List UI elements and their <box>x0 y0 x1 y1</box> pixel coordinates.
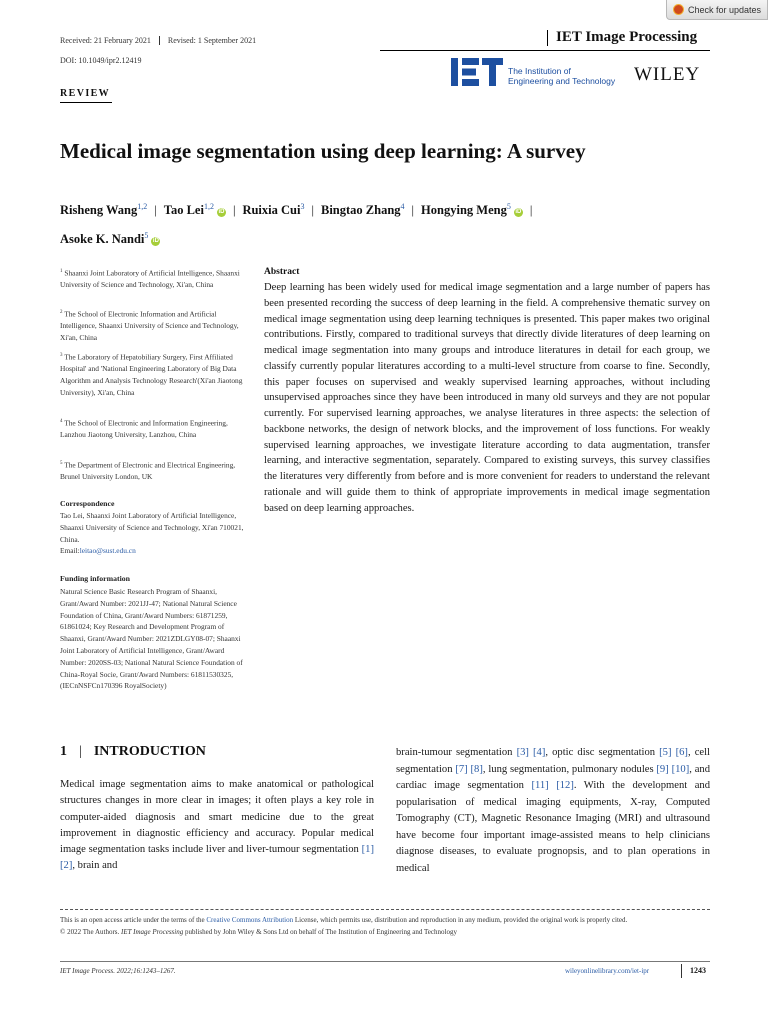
reference-link[interactable]: [5] <box>659 747 672 758</box>
footer-page-divider <box>681 964 682 978</box>
section-number: 1 <box>60 744 67 759</box>
citation: IET Image Process. 2022;16:1243–1267. <box>60 967 176 975</box>
affiliation-4: $^4$ The School of Electronic and Information Engineering, Lanzhou Jiaotong University, Lanzhou, China <box>60 418 228 440</box>
author-name[interactable]: Asoke K. Nandi <box>60 232 145 247</box>
section-heading-introduction: 1 | INTRODUCTION <box>60 744 206 759</box>
author-affiliation-ref[interactable]: 5 <box>506 202 511 211</box>
author-affiliation-ref[interactable]: 1,2 <box>203 202 214 211</box>
author-affiliation-ref[interactable]: 5 <box>144 231 149 241</box>
reference-link[interactable]: [8] <box>470 763 483 775</box>
doi[interactable]: DOI: 10.1049/ipr2.12419 <box>60 56 142 65</box>
author-name[interactable]: Hongying Meng <box>421 203 507 218</box>
journal-url-link[interactable]: wileyonlinelibrary.com/iet-ipr <box>565 967 650 975</box>
author-name[interactable]: Tao Lei <box>163 203 204 218</box>
intro-paragraph-right: brain-tumour segmentation [3] [4], optic disc segmentation [5] [6], cell segmentation [7] [8], lung segmentation, pulmonary nodules [9] [10], and cardiac image segmentation [11] [12]. With the development and popularisation of medical imaging equipments, X-ray, Computed Tomography (CT), Magnetic Resonance Imaging (MRI) and ultrasound have become four important image-assisted means to help clinicians diagnose diseases, to evaluate prognopsis, and to plan operations in medical <box>396 747 711 874</box>
author-affiliation-ref[interactable]: 3 <box>300 202 305 211</box>
affiliation-3: $^3$ The Laboratory of Hepatobiliary Surgery, First Affiliated Hospital' and 'National Engineering Laboratory of Big Data Algorithm and Analysis Technology Research'(Xi'an Jiaotong University), Xi'an, China <box>60 352 243 397</box>
received-date: Received: 21 February 2021 <box>60 36 151 45</box>
footer-rule <box>60 961 710 962</box>
update-icon <box>673 4 684 15</box>
affiliation-2: $^2$ The School of Electronic Information and Artificial Intelligence, Shaanxi University of Science and Technology, Xi'an, China <box>60 309 239 343</box>
author-name[interactable]: Bingtao Zhang <box>320 203 401 218</box>
reference-link[interactable]: [4] <box>533 747 546 758</box>
orcid-icon[interactable]: iD <box>515 209 522 216</box>
author-affiliation-ref[interactable]: 1,2 <box>137 202 148 211</box>
reference-link[interactable]: [2] <box>60 860 73 872</box>
correspondence-heading: Correspondence <box>60 499 115 508</box>
author-affiliation-ref[interactable]: 4 <box>400 202 405 211</box>
reference-link[interactable]: [12] <box>556 780 574 791</box>
license-notice: This is an open access article under the terms of the Creative Commons Attribution License, which permits use, distribution and reproduction in any medium, provided the original work is properly cited. © 2022 The Authors. IET Image Processing published by John Wiley & Sons Ltd on behalf of The Institution of Engineering and Technology <box>60 916 628 936</box>
author-name[interactable]: Risheng Wang <box>60 203 138 218</box>
check-for-updates-label: Check for updates <box>688 4 762 15</box>
journal-divider <box>547 30 548 46</box>
author-name[interactable]: Ruixia Cui <box>242 203 301 218</box>
intro-paragraph-left: Medical image segmentation aims to make anatomical or pathological structures changes in more clear in images; it often plays a key role in computer-aided diagnosis and smart medicine due to the great improvement in diagnostic efficiency and accuracy. Popular medical image segmentation tasks include liver and liver-tumour segmentation [1] [2], brain and <box>60 779 374 872</box>
journal-name: IET Image Processing <box>556 29 698 45</box>
reference-link[interactable]: [7] <box>455 763 468 775</box>
section-label: REVIEW <box>60 88 111 99</box>
article-title: Medical image segmentation using deep learning: A survey <box>60 139 586 163</box>
iet-institution-line-2: Engineering and Technology <box>508 76 616 86</box>
orcid-icon[interactable]: iD <box>218 209 225 216</box>
correspondence-address: Tao Lei, Shaanxi Joint Laboratory of Artificial Intelligence, Shaanxi University of Science and Technology, Xi'an 710021, China. <box>60 511 244 544</box>
section-rule <box>60 102 112 103</box>
affiliation-1: $^1$ Shaanxi Joint Laboratory of Artificial Intelligence, Shaanxi University of Science and Technology, Xi'an, China <box>60 268 240 290</box>
abstract-heading: Abstract <box>264 267 300 277</box>
affiliation-5: $^5$ The Department of Electronic and Electrical Engineering, Brunel University London, UK <box>60 460 236 482</box>
reference-link[interactable]: [9] <box>656 763 669 775</box>
reference-link[interactable]: [10] <box>671 763 690 775</box>
wiley-logo: WILEY <box>634 64 701 85</box>
iet-institution-line-1: The Institution of <box>508 66 571 76</box>
section-title: INTRODUCTION <box>93 744 206 759</box>
date-divider <box>159 36 160 45</box>
author-list: Risheng Wang$^{1,2}$ | Tao Lei$^{1,2}$iD | Ruixia Cui$^3$ | Bingtao Zhang$^4$ | Hongying Meng$^5$iD | Asoke K. Nandi$^5$iD <box>60 202 533 247</box>
funding-text: Natural Science Basic Research Program of Shaanxi, Grant/Award Number: 2021JJ-47; National Natural Science Foundation of China, Grant/Award Numbers: 61871259, 61861024; Key Research and Development Program of Shaanxi, Grant/Award Number: 2021ZDLGY08-07; Shaanxi Joint Laboratory of Artificial Intelligence, Grant/Award Number: 2020SS-03; National Natural Science Foundation of China-Royal Socie, Grant/Award Numbers: 61811530325, (IECnNSFCn170396 RoyalSociety) <box>60 587 243 691</box>
reference-link[interactable]: [6] <box>675 747 688 758</box>
correspondence-text <box>60 510 250 557</box>
email-label: Email: <box>60 546 80 556</box>
reference-link[interactable]: [3] <box>516 747 529 758</box>
reference-link[interactable]: [11] <box>531 780 549 791</box>
footer-divider <box>60 909 710 910</box>
orcid-icon[interactable]: iD <box>152 238 159 245</box>
article-dates <box>60 36 256 45</box>
check-for-updates-button[interactable] <box>666 0 768 20</box>
license-link[interactable]: Creative Commons Attribution <box>206 916 294 924</box>
funding-heading: Funding information <box>60 574 130 583</box>
correspondence-email-link[interactable]: leitao@sust.edu.cn <box>79 546 136 556</box>
abstract-text: Deep learning has been widely used for medical image segmentation and a large number of papers has been presented recording the success of deep learning in the field. A comprehensive thematic survey on medical image segmentation using deep learning techniques is presented. This paper makes two original contributions. Firstly, compared to traditional surveys that directly divide literatures of deep learning on medical image segmentation into many groups and introduce literatures in detail for each group, we classify currently popular literatures according to a multi-level structure from coarse to fine. Secondly, this paper focuses on supervised and weakly supervised learning approaches, without including unsupervised approaches since they have been introduced in many old surveys and they are not popular currently. For supervised learning approaches, we analyse literatures in three aspects: the selection of backbone networks, the design of network blocks, and the improvement of loss functions. For weakly supervised learning approaches, we investigate literature according to data augmentation, transfer learning, and interactive segmentation, separately. Compared to existing surveys, this survey classifies the literatures very differently from before and is more convenient for readers to understand the relevant rationale and will guide them to think of appropriate improvements in medical image segmentation based on deep learning approaches. <box>264 282 710 514</box>
iet-institution-name <box>508 66 615 86</box>
header-rule <box>380 50 710 51</box>
page-number: 1243 <box>690 966 706 975</box>
iet-logo <box>451 58 503 86</box>
revised-date: Revised: 1 September 2021 <box>167 36 257 45</box>
reference-link[interactable]: [1] <box>361 844 374 856</box>
